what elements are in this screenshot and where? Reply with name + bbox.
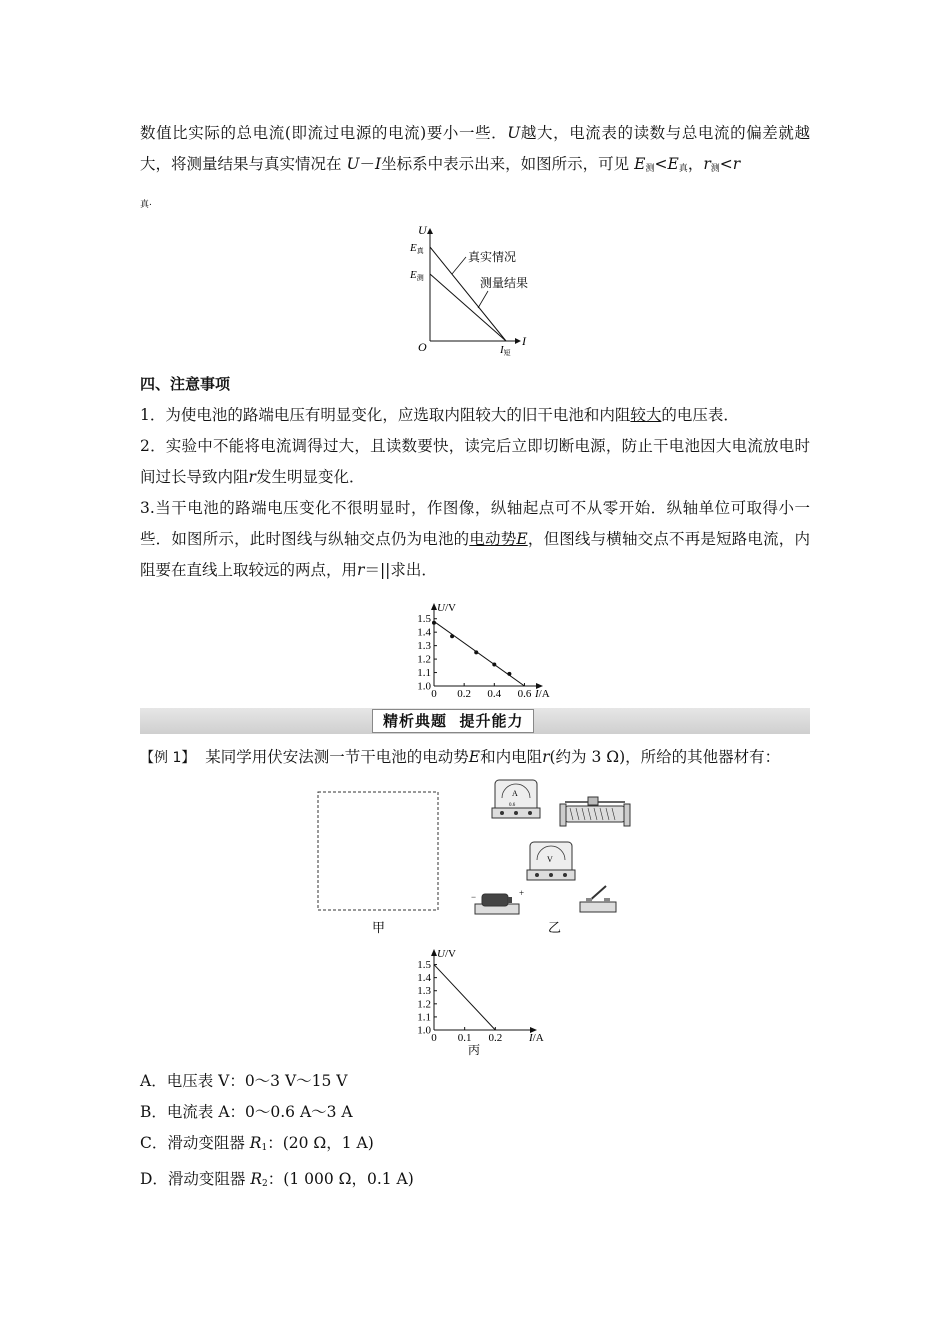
e-true-label: E真 — [410, 242, 424, 255]
apparatus-figure — [140, 778, 810, 938]
section4-title: 四、注意事项 — [140, 375, 231, 393]
svg-text:+: + — [519, 888, 525, 898]
battery-icon — [471, 888, 524, 914]
chart-x-tick-label: 0.1 — [457, 1032, 472, 1044]
ui-line-chart-bing — [400, 944, 550, 1062]
ui-data-chart — [400, 594, 550, 702]
chart-data-point — [450, 634, 454, 638]
chart-x-tick-label: 0 — [431, 1032, 437, 1044]
origin-label: O — [418, 340, 427, 354]
chart-data-point — [474, 650, 478, 654]
chart-y-tick-label: 1.4 — [417, 626, 431, 639]
chart-fit-line — [434, 621, 524, 686]
switch-icon — [580, 886, 616, 912]
true-leader — [452, 257, 466, 274]
chart-x-tick-label: 0.2 — [488, 1032, 503, 1044]
chart-data-point — [507, 672, 511, 676]
label-jia: 甲 — [372, 920, 386, 935]
chart-y-tick-label: 1.3 — [417, 640, 431, 653]
chart-x-label: I/A — [535, 688, 550, 700]
options-list — [140, 1066, 810, 1200]
chart-x-tick-label: 0.2 — [457, 688, 472, 700]
chart-y-tick-label: 1.5 — [417, 613, 431, 626]
chart-data-point — [432, 621, 436, 625]
chart-y-tick-label: 1.0 — [417, 680, 431, 693]
chart-y-label: U/V — [437, 948, 456, 960]
chart-series-line — [434, 965, 495, 1030]
note-item-1: 1．为使电池的路端电压有明显变化，应选取内阻较大的旧干电池和内阻较大的电压表． — [140, 406, 739, 424]
chart-x-tick-label: 0 — [431, 688, 437, 700]
note-item-2: 2．实验中不能将电流调得过大，且读数要快，读完后立即切断电源，防止干电池因大电流放电时间过长导致内阻r发生明显变化． — [140, 437, 810, 486]
measured-label: 测量结果 — [480, 276, 529, 290]
note-item-3: 3.当干电池的路端电压变化不很明显时，作图像，纵轴起点可不从零开始．纵轴单位可取得小一些．如图所示，此时图线与纵轴交点仍为电池的电动势E，但图线与横轴交点不再是短路电流，内阻要在直线上取较远的两点，用r＝||求出． — [140, 499, 810, 579]
chart-y-tick-label: 1.1 — [417, 667, 431, 680]
voltmeter-icon — [527, 842, 575, 880]
intro-paragraph: 数值比实际的总电流(即流过电源的电流)要小一些．U越大，电流表的读数与总电流的偏差就越大，将测量结果与真实情况在 U－I坐标系中表示出来，如图所示，可见 $E_测<E_真$，$r_测<r$ $_真$. — [140, 124, 810, 210]
svg-text:0.6: 0.6 — [509, 803, 516, 808]
option-d: D．滑动变阻器 $R_2$：(1 000 Ω，0.1 A) — [140, 1170, 414, 1189]
banner-title: 精析典题 提升能力 — [372, 709, 534, 733]
circuit-diagram-box — [318, 792, 438, 910]
svg-text:A: A — [512, 789, 518, 798]
section-banner — [140, 708, 810, 734]
chart-caption: 丙 — [467, 1043, 481, 1057]
chart-data-point — [492, 662, 496, 666]
chart-y-tick-label: 1.4 — [417, 972, 431, 985]
x-axis-label: I — [522, 334, 526, 348]
chart-x-label: I/A — [529, 1032, 544, 1044]
i-short-label: I短 — [500, 344, 511, 357]
y-axis-label: U — [418, 223, 427, 237]
chart-y-tick-label: 1.0 — [417, 1024, 431, 1037]
chart-y-tick-label: 1.5 — [417, 959, 431, 972]
svg-text:−: − — [471, 892, 477, 902]
e-meas-label: E测 — [410, 269, 424, 282]
ui-comparison-figure — [400, 223, 550, 363]
option-c: C．滑动变阻器 $R_1$：(20 Ω，1 A) — [140, 1134, 374, 1153]
true-case-label: 真实情况 — [468, 250, 517, 264]
label-yi: 乙 — [548, 920, 562, 935]
chart-y-tick-label: 1.2 — [417, 998, 431, 1011]
chart-y-tick-label: 1.2 — [417, 653, 431, 666]
chart-y-tick-label: 1.3 — [417, 985, 431, 998]
option-b: B．电流表 A：0～0.6 A～3 A — [140, 1103, 353, 1121]
chart-x-tick-label: 0.4 — [487, 688, 502, 700]
example-1-question: 【例 1】 某同学用伏安法测一节干电池的电动势E和内电阻r(约为 3 Ω)，所给的其他器材有： — [140, 748, 781, 766]
measured-leader — [478, 291, 488, 308]
rheostat-icon — [560, 797, 630, 826]
svg-text:V: V — [547, 855, 553, 864]
chart-y-tick-label: 1.1 — [417, 1011, 431, 1024]
page-content — [140, 118, 810, 1200]
chart-x-tick-label: 0.6 — [517, 688, 532, 700]
chart-y-label: U/V — [437, 602, 456, 614]
ammeter-icon — [492, 780, 540, 818]
option-a: A．电压表 V：0～3 V～15 V — [140, 1072, 348, 1090]
